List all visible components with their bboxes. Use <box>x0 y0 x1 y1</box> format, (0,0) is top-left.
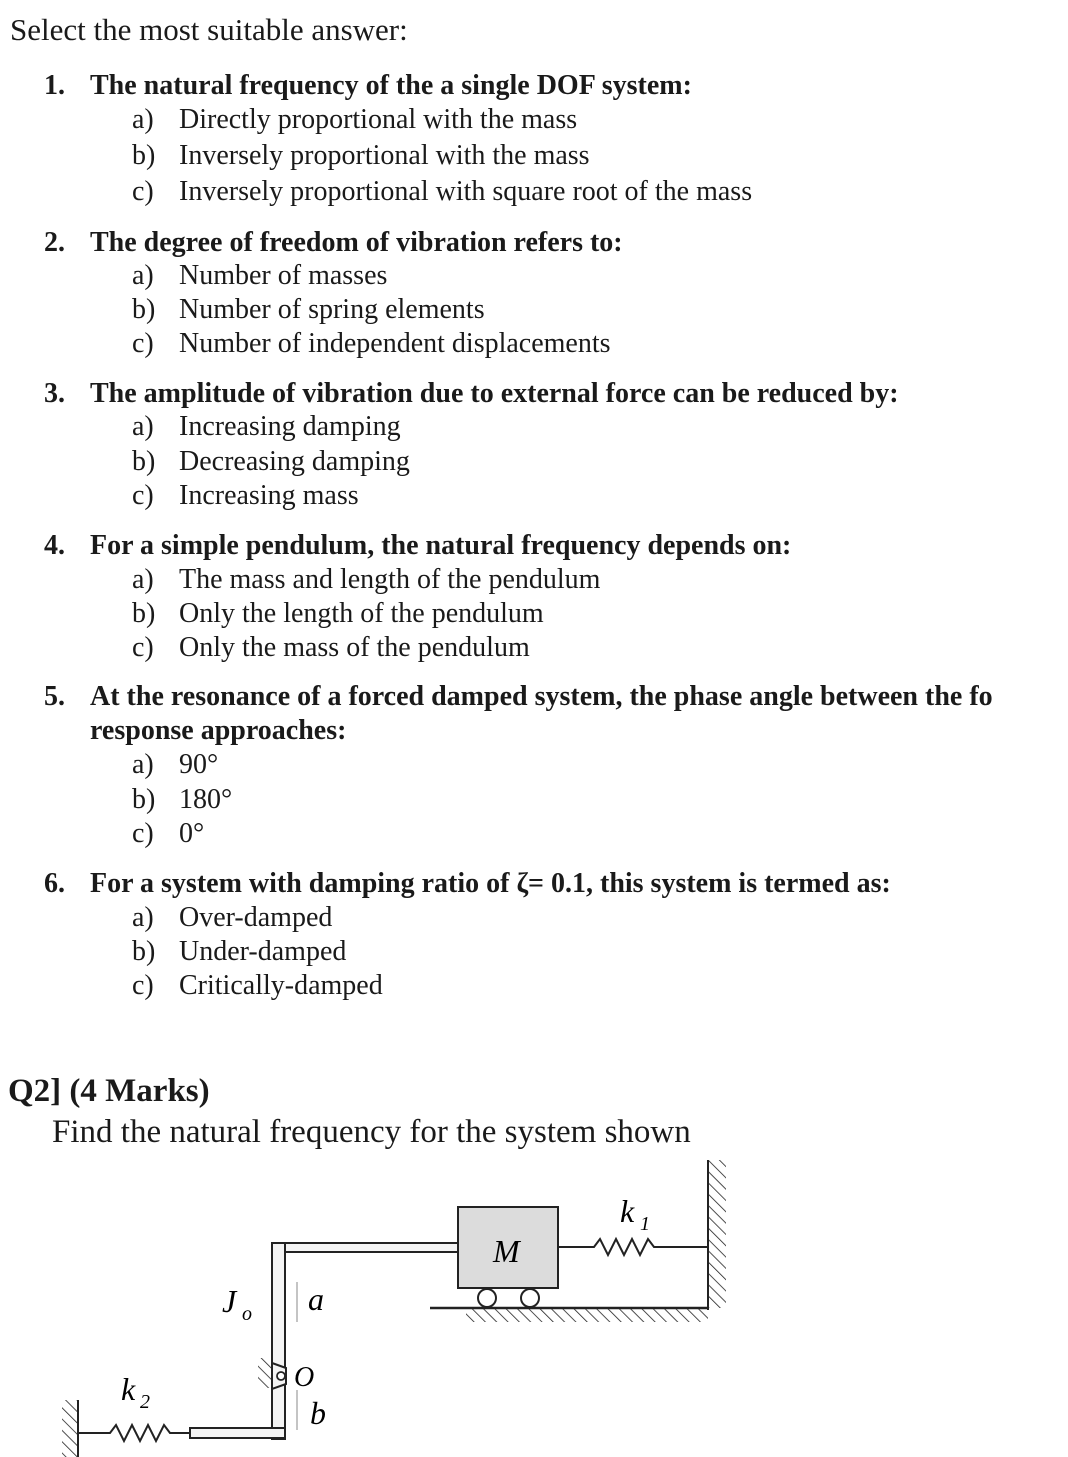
option-letter: a) <box>132 411 154 442</box>
option-text: 180° <box>179 784 233 815</box>
spring-k1 <box>558 1239 708 1255</box>
k1-subscript: 1 <box>640 1213 650 1235</box>
option-text: Only the length of the pendulum <box>179 598 544 629</box>
option-text: Critically-damped <box>179 970 383 1001</box>
option-text: 90° <box>179 749 219 780</box>
option-letter: c) <box>132 970 154 1001</box>
option-letter: b) <box>132 294 156 325</box>
vibration-system-diagram <box>0 1140 1068 1457</box>
k1-label: k <box>620 1193 635 1229</box>
instructions-heading: Select the most suitable answer: <box>10 12 408 47</box>
question-number: 3. <box>44 378 65 409</box>
option-letter: a) <box>132 564 154 595</box>
option-letter: c) <box>132 818 154 849</box>
option-letter: b) <box>132 598 156 629</box>
question-text: For a simple pendulum, the natural frequency depends on: <box>90 530 792 561</box>
lever-bottom-rod <box>190 1428 285 1438</box>
q2-prompt: Find the natural frequency for the system shown <box>52 1114 691 1150</box>
mass-label: M <box>493 1233 520 1269</box>
question-text: For a system with damping ratio of ζ= 0.1, this system is termed as: <box>90 868 891 899</box>
option-text: 0° <box>179 818 205 849</box>
inertia-label: J <box>222 1283 237 1319</box>
option-letter: a) <box>132 749 154 780</box>
k2-label: k <box>121 1371 136 1407</box>
option-letter: c) <box>132 480 154 511</box>
option-text: Directly proportional with the mass <box>179 104 578 135</box>
option-text: Only the mass of the pendulum <box>179 632 530 663</box>
option-text: Inversely proportional with the mass <box>179 140 590 171</box>
option-text: Increasing mass <box>179 480 359 511</box>
wheel <box>478 1289 496 1307</box>
question-number: 5. <box>44 681 65 712</box>
lever-arm <box>272 1243 285 1439</box>
option-letter: c) <box>132 632 154 663</box>
option-text: Number of spring elements <box>179 294 485 325</box>
option-letter: b) <box>132 446 156 477</box>
connecting-rod <box>276 1243 458 1252</box>
option-letter: c) <box>132 176 154 207</box>
dimension-b-label: b <box>310 1395 326 1431</box>
right-wall <box>708 1160 726 1310</box>
wheel <box>521 1289 539 1307</box>
option-text: Decreasing damping <box>179 446 410 477</box>
question-text: The amplitude of vibration due to external force can be reduced by: <box>90 378 899 409</box>
option-text: Increasing damping <box>179 411 401 442</box>
question-number: 4. <box>44 530 65 561</box>
option-letter: a) <box>132 260 154 291</box>
option-letter: b) <box>132 140 156 171</box>
option-text: Number of independent displacements <box>179 328 611 359</box>
option-text: Over-damped <box>179 902 333 933</box>
question-number: 2. <box>44 227 65 258</box>
question-number: 6. <box>44 868 65 899</box>
left-wall <box>62 1400 78 1457</box>
spring-k2 <box>78 1425 190 1441</box>
question-text-continued: response approaches: <box>90 715 347 746</box>
q2-title: Q2] (4 Marks) <box>8 1073 210 1109</box>
option-text: Number of masses <box>179 260 388 291</box>
question-number: 1. <box>44 70 65 101</box>
question-text: At the resonance of a forced damped system, the phase angle between the fo <box>90 681 993 712</box>
k2-subscript: 2 <box>140 1391 150 1413</box>
question-text: The degree of freedom of vibration refers to: <box>90 227 623 258</box>
option-letter: b) <box>132 936 156 967</box>
option-text: The mass and length of the pendulum <box>179 564 601 595</box>
ground <box>430 1308 708 1322</box>
option-text: Inversely proportional with square root of the mass <box>179 176 753 207</box>
inertia-subscript: o <box>242 1303 252 1325</box>
option-text: Under-damped <box>179 936 347 967</box>
dimension-a-label: a <box>308 1281 324 1317</box>
option-letter: c) <box>132 328 154 359</box>
option-letter: a) <box>132 902 154 933</box>
pivot-label: O <box>294 1362 315 1393</box>
option-letter: a) <box>132 104 154 135</box>
option-letter: b) <box>132 784 156 815</box>
question-text: The natural frequency of the a single DOF system: <box>90 70 692 101</box>
